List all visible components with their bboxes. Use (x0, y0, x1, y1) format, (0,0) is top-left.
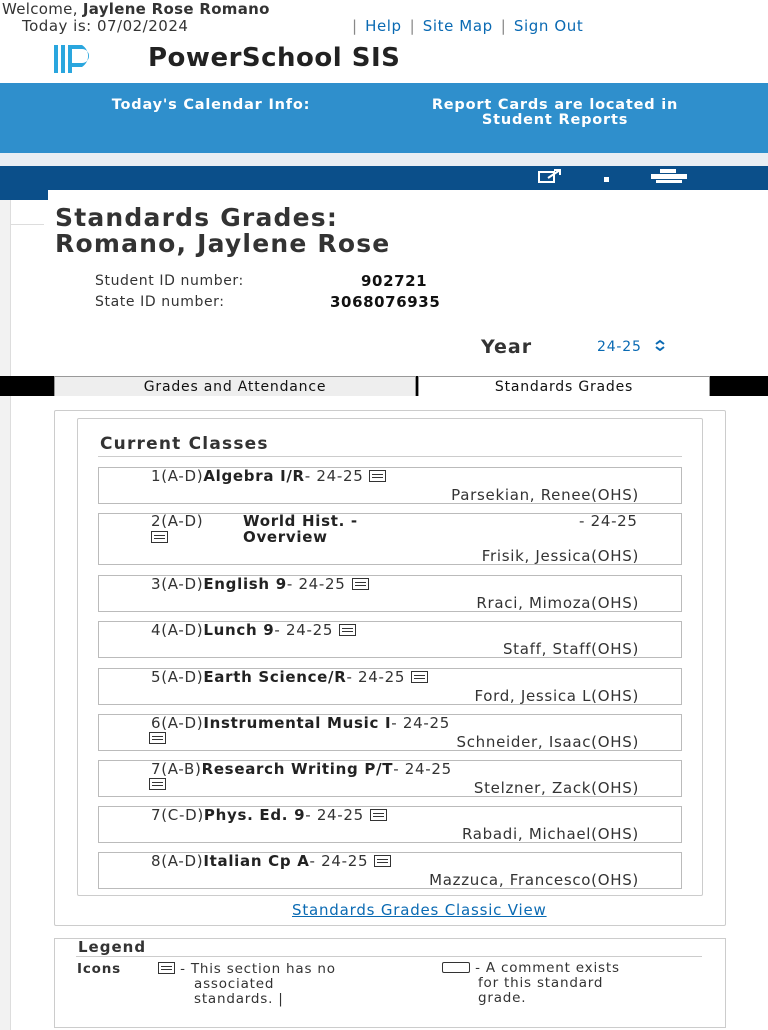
nav-tab (0, 190, 48, 200)
section-title: Current Classes (100, 434, 269, 454)
user-name: Jaylene Rose Romano (82, 0, 270, 18)
legend-icons-label: Icons (77, 961, 121, 977)
teacher-name: Stelzner, Zack(OHS) (473, 779, 639, 797)
top-links: | Help | Site Map | Sign Out (352, 17, 584, 35)
state-id-value: 3068076935 (330, 293, 441, 311)
left-rail-top (10, 200, 44, 225)
powerschool-logo-icon[interactable] (52, 42, 98, 76)
printer-icon[interactable] (650, 169, 688, 187)
alert-icon[interactable] (601, 169, 611, 187)
teacher-name: Mazzuca, Francesco(OHS) (429, 871, 639, 889)
state-id-row: State ID number: 3068076935 (95, 293, 441, 311)
no-standards-icon (370, 809, 387, 821)
class-row[interactable]: 7(C-D)Phys. Ed. 9- 24-25 Rabadi, Michael(OHS) (98, 806, 682, 843)
section-divider (98, 456, 682, 457)
class-row[interactable]: 3(A-D)English 9- 24-25 Rraci, Mimoza(OHS) (98, 575, 682, 612)
sign-out-link[interactable]: Sign Out (513, 17, 584, 35)
no-standards-icon (352, 578, 369, 590)
no-standards-icon (149, 778, 166, 790)
class-row[interactable]: 4(A-D)Lunch 9- 24-25 Staff, Staff(OHS) (98, 621, 682, 658)
no-standards-icon (158, 962, 175, 974)
teacher-name: Frisik, Jessica(OHS) (481, 547, 639, 565)
teacher-name: Staff, Staff(OHS) (502, 640, 639, 658)
chevron-up-down-icon (653, 339, 667, 351)
welcome-prefix: Welcome, (2, 0, 78, 18)
class-row[interactable]: 8(A-D)Italian Cp A- 24-25 Mazzuca, Francesco(OHS) (98, 852, 682, 889)
calendar-info-bar (0, 83, 768, 153)
legend-divider (76, 956, 702, 957)
external-link-icon[interactable] (538, 169, 564, 187)
site-map-link[interactable]: Site Map (422, 17, 493, 35)
help-link[interactable]: Help (365, 17, 402, 35)
year-select[interactable]: 24-25 (597, 339, 667, 355)
legend-no-standards: - This section has no associated standards. | (158, 961, 438, 1007)
classic-view-link[interactable]: Standards Grades Classic View (292, 901, 547, 919)
today-date: Today is: 07/02/2024 (22, 17, 189, 35)
teacher-name: Ford, Jessica L(OHS) (474, 687, 639, 705)
legend-title: Legend (78, 938, 147, 956)
comment-icon (442, 962, 470, 973)
teacher-name: Rabadi, Michael(OHS) (462, 825, 639, 843)
report-card-notice: Report Cards are located in Student Reports (431, 97, 679, 128)
no-standards-icon (151, 531, 168, 543)
class-row[interactable]: 2(A-D) World Hist. - Overview - 24-25 Frisik, Jessica(OHS) (98, 513, 682, 565)
no-standards-icon (411, 671, 428, 683)
class-row[interactable]: 5(A-D)Earth Science/R- 24-25 Ford, Jessica L(OHS) (98, 668, 682, 705)
tab-standards-grades[interactable]: Standards Grades (418, 376, 710, 396)
teacher-name: Schneider, Isaac(OHS) (456, 733, 639, 751)
welcome-text (2, 0, 270, 18)
no-standards-icon (339, 624, 356, 636)
top-bar (0, 0, 768, 40)
class-row[interactable]: 1(A-D)Algebra I/R- 24-25 Parsekian, Renee(OHS) (98, 467, 682, 504)
no-standards-icon (149, 732, 166, 744)
no-standards-icon (369, 470, 386, 482)
tab-grades-attendance[interactable]: Grades and Attendance (54, 376, 416, 396)
left-rail (0, 200, 11, 1030)
teacher-name: Rraci, Mimoza(OHS) (476, 594, 639, 612)
student-id-row: Student ID number: 902721 (95, 272, 428, 290)
class-row[interactable]: 6(A-D)Instrumental Music I- 24-25 Schneider, Isaac(OHS) (98, 714, 682, 751)
no-standards-icon (374, 855, 391, 867)
year-label: Year (481, 336, 533, 358)
nav-bar (0, 166, 768, 190)
teacher-name: Parsekian, Renee(OHS) (451, 486, 639, 504)
brand-name: PowerSchool SIS (148, 43, 401, 73)
class-row[interactable]: 7(A-B)Research Writing P/T- 24-25 Stelzner, Zack(OHS) (98, 760, 682, 797)
legend-comment: - A comment exists for this standard grade. (442, 961, 702, 1006)
student-id-value: 902721 (361, 272, 428, 290)
page-title: Standards Grades: Romano, Jaylene Rose (55, 203, 391, 258)
calendar-info: Today's Calendar Info: (111, 97, 311, 113)
divider (0, 153, 768, 166)
